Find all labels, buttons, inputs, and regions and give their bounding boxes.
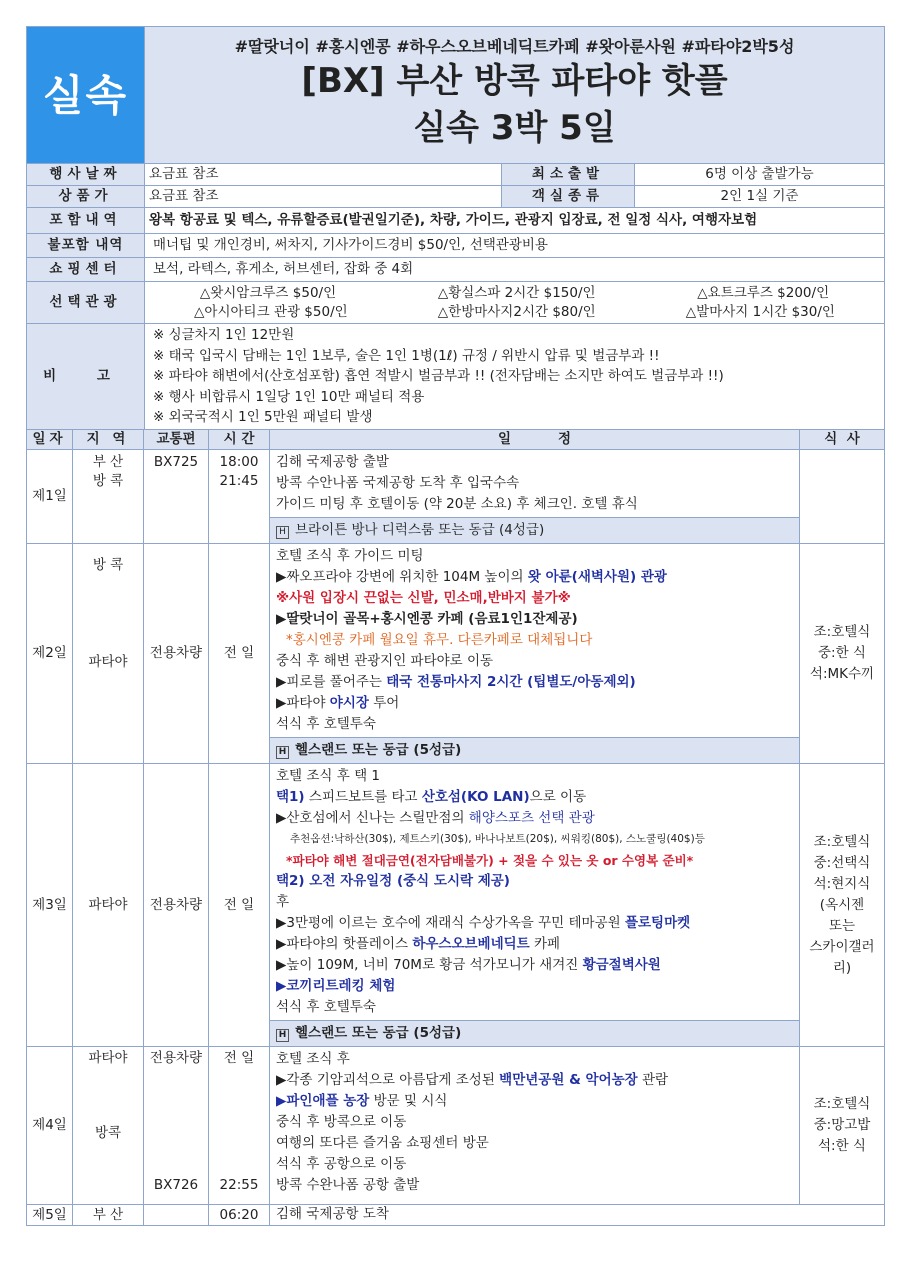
schedule-warning: *파타야 해변 절대금연(전자담배불가) + 젖을 수 있는 옷 or 수영복 준비*: [286, 853, 694, 868]
region-name: 방 콕: [92, 557, 124, 573]
hotel-icon: H: [276, 526, 289, 539]
info-row-price: [27, 186, 885, 208]
info-row-date: [27, 164, 885, 186]
meal-item: 조:호텔식: [813, 833, 871, 850]
schedule-recommend: 추천옵션:낙하산(30$), 제트스키(30$), 바나나보트(20$), 씨워킹(80$), 스노쿨링(40$)등: [290, 833, 705, 845]
schedule-line: ▶코끼리트레킹 체험: [276, 978, 396, 994]
day-label: 제3일: [27, 764, 73, 1047]
day4-row: [27, 1047, 885, 1205]
schedule-line: 후: [276, 894, 290, 910]
hotel-info: [270, 1021, 800, 1047]
day-meal: [800, 1047, 885, 1205]
time-value: 21:45: [219, 473, 259, 489]
hotel-name: 브라이튼 방나 디럭스룸 또는 동급 (4성급): [295, 522, 545, 538]
note-item: ※ 외국국적시 1인 5만원 패널티 발생: [153, 409, 373, 426]
schedule-line: [276, 808, 793, 829]
day-schedule: [270, 544, 800, 738]
product-badge: 실속: [27, 27, 145, 164]
col-day: 일자: [27, 430, 73, 450]
schedule-warning: ※사원 입장시 끈없는 신발, 민소매,반바지 불가※: [276, 590, 571, 606]
day-meal: [800, 544, 885, 764]
day-label: 제1일: [27, 450, 73, 544]
transport-value: BX726: [153, 1177, 199, 1193]
highlight: 왓 아룬(새벽사원) 관광: [527, 569, 667, 585]
col-time: 시 간: [209, 430, 270, 450]
meal-item: 석:MK수끼: [809, 666, 875, 682]
day-transport: [144, 1205, 209, 1226]
schedule-line: 방콕 수완나폼 공항 출발: [276, 1177, 420, 1193]
day-time: [209, 1047, 270, 1205]
text: 오전 자유일정 (중식 도시락 제공): [304, 873, 510, 889]
optional-item: △요트크루즈 $200/인: [697, 284, 830, 301]
min-depart-value: 6명 이상 출발가능: [635, 164, 885, 186]
meal-item: 조:호텔식: [813, 624, 871, 640]
col-transport: 교통편: [144, 430, 209, 450]
schedule-line: [276, 871, 793, 892]
text: ▶파타야: [276, 695, 330, 711]
text: ▶산호섬에서 신나는 스릴만점의: [276, 810, 469, 826]
meal-item: 석:현지식: [813, 875, 871, 892]
schedule-line: 호텔 조식 후 가이드 미팅: [276, 548, 424, 564]
day-schedule: [270, 450, 800, 518]
include-value: 왕복 항공료 및 텍스, 유류할증료(발권일기준), 차량, 가이드, 관광지 입장료, 전 일정 식사, 여행자보험: [145, 208, 885, 234]
meal-item: 중:망고밥: [813, 1117, 871, 1133]
day-transport: 전용차량: [144, 764, 209, 1047]
day3-row: [27, 764, 885, 1021]
text: ▶3만평에 이르는 호수에 재래식 수상가옥을 꾸민 테마공원: [276, 915, 625, 931]
note-item: ※ 파타야 해변에서(산호섬포함) 흡연 적발시 벌금부과 !! (전자담배는 소지만 하여도 벌금부과 !!): [153, 368, 724, 385]
day-time: 06:20: [209, 1205, 270, 1226]
day-transport: [144, 1047, 209, 1205]
text: 투어: [368, 695, 400, 711]
text: ▶각종 기암괴석으로 아름답게 조성된: [276, 1072, 500, 1088]
region-name: 파타야: [88, 1050, 128, 1066]
schedule-line: 석식 후 공항으로 이동: [276, 1156, 407, 1172]
highlight: 플로팅마켓: [624, 915, 691, 931]
schedule-line: 방콕 수안나폼 국제공항 도착 후 입국수속: [276, 475, 520, 491]
time-value: 전 일: [223, 1050, 255, 1066]
tour-sheet: [26, 26, 884, 1226]
col-schedule: 일 정: [270, 430, 800, 450]
itinerary-header-row: [27, 430, 885, 450]
day-transport: BX725: [144, 450, 209, 544]
optional-item: △발마사지 1시간 $30/인: [685, 303, 835, 320]
meal-item: 석:한 식: [818, 1138, 866, 1154]
optional-item: △아시아티크 관광 $50/인: [194, 303, 348, 320]
day-region: 파타야: [73, 764, 144, 1047]
optional-row: [149, 303, 880, 322]
note-item: ※ 태국 입국시 담배는 1인 1보루, 술은 1인 1병(1ℓ) 규정 / 위반시 압류 및 벌금부과 !!: [153, 347, 660, 364]
schedule-line: [276, 609, 793, 630]
day-label: 제4일: [27, 1047, 73, 1205]
schedule-line: [276, 955, 793, 976]
schedule-line: 여행의 또다른 즐거움 쇼핑센터 방문: [276, 1135, 489, 1151]
option-label: 택1): [276, 789, 305, 805]
schedule-line: 중식 후 해변 관광지인 파타야로 이동: [276, 653, 494, 669]
schedule-line: 석식 후 호텔투숙: [276, 999, 376, 1015]
day-schedule: [270, 1047, 800, 1205]
info-row-exclude: [27, 234, 885, 258]
region-name: 부 산: [92, 454, 124, 470]
hotel-icon: H: [276, 746, 289, 759]
hashtags: #딸랏너이 #홍시엔콩 #하우스오브베네딕트카페 #왓아룬사원 #파타야2박5성: [234, 37, 795, 56]
info-row-notes: [27, 324, 885, 430]
text: ▶높이 109M, 너비 70M로 황금 석가모니가 새겨진: [276, 957, 583, 973]
highlight: 산호섬(KO LAN): [421, 789, 530, 805]
day-time: 전 일: [209, 544, 270, 764]
day-meal: [800, 764, 885, 1047]
day-schedule: [270, 764, 800, 1021]
schedule-line: 호텔 조식 후 택 1: [276, 768, 380, 784]
option-label: 택2): [276, 873, 305, 889]
day-label: 제2일: [27, 544, 73, 764]
text: ▶피로를 풀어주는: [276, 674, 387, 690]
notes-label: 비 고: [27, 324, 145, 430]
optional-item: △왓시암크루즈 $50/인: [199, 284, 337, 301]
schedule-line: [276, 913, 793, 934]
text: 으로 이동: [529, 789, 587, 805]
travel-date-value: 요금표 참조: [145, 164, 502, 186]
day-schedule: 김해 국제공항 도착: [270, 1205, 885, 1226]
day-meal: [800, 450, 885, 544]
text: 카페: [529, 936, 561, 952]
exclude-label: 불포함 내역: [27, 234, 145, 258]
info-row-include: [27, 208, 885, 234]
page-title: [BX] 부산 방콕 파타야 핫플: [301, 61, 728, 101]
meal-item: 조:호텔식: [813, 1096, 871, 1112]
schedule-line: [276, 1070, 793, 1091]
price-label: 상품가: [27, 186, 145, 208]
optional-item: △한방마사지2시간 $80/인: [437, 303, 596, 320]
page-subtitle: 실속 3박 5일: [413, 108, 616, 148]
header-row: [27, 27, 885, 164]
schedule-line: [276, 672, 793, 693]
room-label: 객실종류: [502, 186, 635, 208]
info-table: [26, 26, 885, 430]
text: 관람: [637, 1072, 669, 1088]
schedule-line: 석식 후 호텔투숙: [276, 716, 376, 732]
region-name: 파타야: [88, 654, 128, 670]
transport-value: 전용차량: [149, 1050, 203, 1066]
highlight: 야시장: [329, 695, 369, 711]
travel-date-label: 행사날짜: [27, 164, 145, 186]
schedule-line: 가이드 미팅 후 호텔이동 (약 20분 소요) 후 체크인. 호텔 휴식: [276, 496, 638, 512]
highlight: 백만년공원 & 악어농장: [499, 1072, 638, 1088]
header-title-block: [145, 27, 885, 164]
shopping-value: 보석, 라텍스, 휴게소, 허브센터, 잡화 중 4회: [145, 258, 885, 282]
highlight: 해양스포츠 선택 관광: [468, 810, 595, 826]
day-region: 부 산: [73, 1205, 144, 1226]
price-value: 요금표 참조: [145, 186, 502, 208]
shopping-label: 쇼핑센터: [27, 258, 145, 282]
itinerary-table: [26, 429, 885, 1226]
schedule-line: [276, 693, 793, 714]
info-row-shopping: [27, 258, 885, 282]
text: 방문 및 시식: [369, 1093, 448, 1109]
hotel-name: 헬스랜드 또는 동급 (5성급): [295, 1025, 462, 1041]
optional-label: 선택관광: [27, 282, 145, 324]
day-region: [73, 450, 144, 544]
meal-item: (옥시젠: [819, 896, 865, 913]
meal-item: 중:한 식: [818, 645, 866, 661]
day-transport: 전용차량: [144, 544, 209, 764]
text: ▶짜오프라야 강변에 위치한 104M 높이의: [276, 569, 528, 585]
room-value: 2인 1실 기준: [635, 186, 885, 208]
text: (음료1인1잔제공): [463, 611, 578, 627]
exclude-value: 매너팁 및 개인경비, 써차지, 기사가이드경비 $50/인, 선택관광비용: [145, 234, 885, 258]
optional-row: [149, 284, 880, 303]
day-time: 전 일: [209, 764, 270, 1047]
text: ▶파타야의 핫플레이스: [276, 936, 413, 952]
schedule-line: [276, 934, 793, 955]
day-region: [73, 1047, 144, 1205]
schedule-note: *홍시엔콩 카페 월요일 휴무. 다른카페로 대체됩니다: [286, 632, 593, 648]
hotel-name: 헬스랜드 또는 동급 (5성급): [295, 742, 462, 758]
highlight: ▶딸랏너이 골목+홍시엔콩 카페: [276, 611, 464, 627]
meal-item: 스카이갤러: [809, 938, 875, 955]
highlight: 황금절벽사원: [582, 957, 661, 973]
highlight: 하우스오브베네딕트: [412, 936, 530, 952]
col-meal: 식 사: [800, 430, 885, 450]
col-region: 지 역: [73, 430, 144, 450]
include-label: 포함내역: [27, 208, 145, 234]
meal-item: 또는: [828, 917, 856, 934]
schedule-line: [276, 787, 793, 808]
time-value: 18:00: [219, 454, 259, 470]
meal-item: 중:선택식: [813, 854, 871, 871]
day-region: [73, 544, 144, 764]
time-value: 22:55: [219, 1177, 259, 1193]
note-item: ※ 싱글차지 1인 12만원: [153, 327, 295, 344]
day1-row: [27, 450, 885, 518]
text: 스피드보트를 타고: [304, 789, 422, 805]
region-name: 방콕: [94, 1125, 122, 1141]
day-label: 제5일: [27, 1205, 73, 1226]
schedule-line: 호텔 조식 후: [276, 1051, 350, 1067]
optional-tours: [145, 282, 885, 324]
day-time: [209, 450, 270, 544]
hotel-info: [270, 518, 800, 544]
schedule-line: [276, 1091, 793, 1112]
notes-list: [145, 324, 885, 430]
region-name: 방 콕: [92, 473, 124, 489]
schedule-line: 김해 국제공항 출발: [276, 454, 389, 470]
optional-item: △황실스파 2시간 $150/인: [437, 284, 596, 301]
text: (팁별도/아동제외): [522, 674, 636, 690]
day5-row: [27, 1205, 885, 1226]
meal-item: 리): [832, 959, 852, 976]
min-depart-label: 최소출발: [502, 164, 635, 186]
highlight: ▶파인애플 농장: [276, 1093, 370, 1109]
schedule-line: [276, 567, 793, 588]
note-item: ※ 행사 비합류시 1일당 1인 10만 패널티 적용: [153, 388, 425, 405]
schedule-line: 중식 후 방콕으로 이동: [276, 1114, 407, 1130]
day2-row: [27, 544, 885, 738]
info-row-optional: [27, 282, 885, 324]
highlight: 태국 전통마사지 2시간: [386, 674, 523, 690]
hotel-icon: H: [276, 1029, 289, 1042]
hotel-info: [270, 738, 800, 764]
